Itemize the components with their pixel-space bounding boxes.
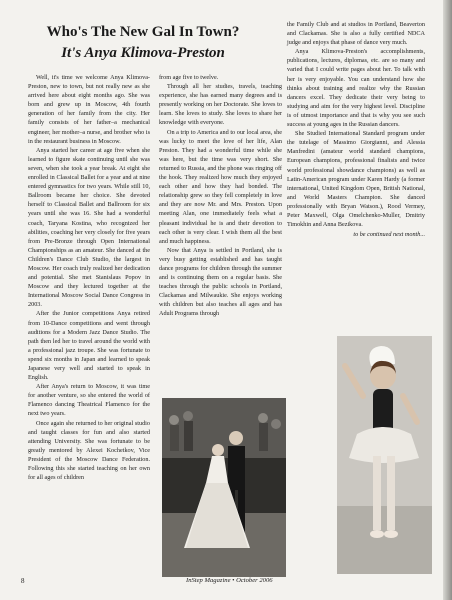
ballet-student-illustration (337, 336, 432, 574)
paragraph: from age five to twelve. (159, 74, 219, 81)
ballroom-couple-illustration (162, 398, 286, 577)
page-binding-edge (443, 0, 452, 600)
paragraph: Now that Anya is settled in Portland, she is very busy getting established and has taught dance programs for children through the summer and is continuing them on a regular basis. She teaches through the public schools in Portland, Clackamas and Milwaukie. She enjoys working with children but also teaches all ages and has Adult Programs through (159, 246, 282, 318)
paragraph: She Studied International Standard program under the tutelage of Massimo Giorgianni, and Alessia Manfredini (amateur world standard champions, European champions, professional finalists and twice world professional showdance champions) as well as Latin-American program under Karen Hardy (a former international, United Kingdom Open, British National, and World Masters Champion. She danced professionally with Bryan Watson.), Rood Vermey, Peter Maxwell, Olga Omelchenko-Muller, Dmitriy Timokhin and Anna Bezikova. (287, 130, 425, 229)
young-ballet-student-photo (337, 336, 432, 574)
paragraph: Once again she returned to her original studio and taught classes for fun and also started attending University. She was fortunate to be greatly mentored by Alexei Kochetkov, Vice President of the Moscow Dance Federation. Following this she started teaching on her own for all ages of children (28, 419, 150, 482)
paragraph: After Anya's return to Moscow, it was time for another venture, so she entered the world of Flamenco dancing Theatrical Flamenco for the next two years. (28, 383, 150, 418)
continued-note: to be continued next month... (353, 231, 425, 239)
paragraph: the Family Club and at studios in Portland, Beaverton and Clackamas. She is also a fully certified NDCA judge and enjoys that phase of dance very much. (287, 21, 425, 47)
article-title: Who's The New Gal In Town? (46, 24, 240, 40)
paragraph: Through all her studies, travels, teaching experience, she has earned many degrees and is presently working on her Doctorate. She loves to learn. She loves to study. She loves to share her knowledge with everyone. (159, 83, 282, 127)
article-column-3 (287, 20, 425, 239)
article-subtitle: It's Anya Klimova-Preston (61, 45, 225, 61)
paragraph: After the Junior competitions Anya retired from 10-Dance competitions and went through auditions for a Modern Jazz Dance Studio. The path then led her to travel around the world with a professional jazz troupe. She was fortunate to spend six months in Japan and learned to speak Japanese very well and started to speak in English. (28, 310, 150, 382)
article-column-2 (159, 73, 282, 319)
paragraph: Anya Klimova-Preston's accomplishments, publications, lectures, diplomas, etc. are so many and varied that I could write pages about her. To talk with her is very enjoyable. You can understand how she thinks about training and realize why the Russian dancers excel. They dedicate their very being to studying and aim for the very highest level. Discipline is of utmost importance and that is why you see such success at young ages in the Russian dancers. (287, 48, 425, 129)
article-column-1 (28, 73, 150, 482)
ballroom-couple-photo (162, 398, 286, 577)
page-number: 8 (21, 577, 25, 585)
paragraph: Well, it's time we welcome Anya Klimova-Preston, new to town, but not really new as she arrived here about eight months ago. She was born and grew up in Moscow, 4th fourth generation of her family from the city. Her family consists of her father–a mechanical engineer, her mother–a nurse, and brother who is in the restaurant business in Moscow. (28, 74, 150, 145)
paragraph: On a trip to America and to our local area, she was lucky to meet the love of her life, Alan Preston. They had a wonderful time while she was here, but the time was very short. She returned to Russia, and the phone was ringing off the hook. They realized how much they enjoyed each other and how they had bonded. The relationship grew so they fell completely in love and they are now Mr. and Mrs. Preston. Upon meeting Alan, one immediately feels what a pleasant individual he is and their devotion to each other is very clear. I wish them all the best and much happiness. (159, 128, 282, 245)
paragraph: Anya started her career at age five when she learned to figure skate continuing until she was seven, when she took a year break. At eight she enrolled in Classical Ballet for a year and at nine entered gymnastics for two years. While still 10, Ballroom became her choice. She devoted herself to Classical Ballet and Ballroom for six years until she was 16. She had a wonderful coach, Taryana Kostina, who recognized her abilities, coaching her very closely for five years from Pre-Bronze through Open International Championships as an amateur. She danced at the Children's Dance Club Studio, the largest in Moscow. Her coach truly realized her dedication and potential. She met Stanislaus Popov in Moscow and they lectured together at the International Moscow Social Dance Congress in 2003. (28, 146, 150, 309)
publication-footer: InStep Magazine • October 2006 (186, 577, 273, 584)
